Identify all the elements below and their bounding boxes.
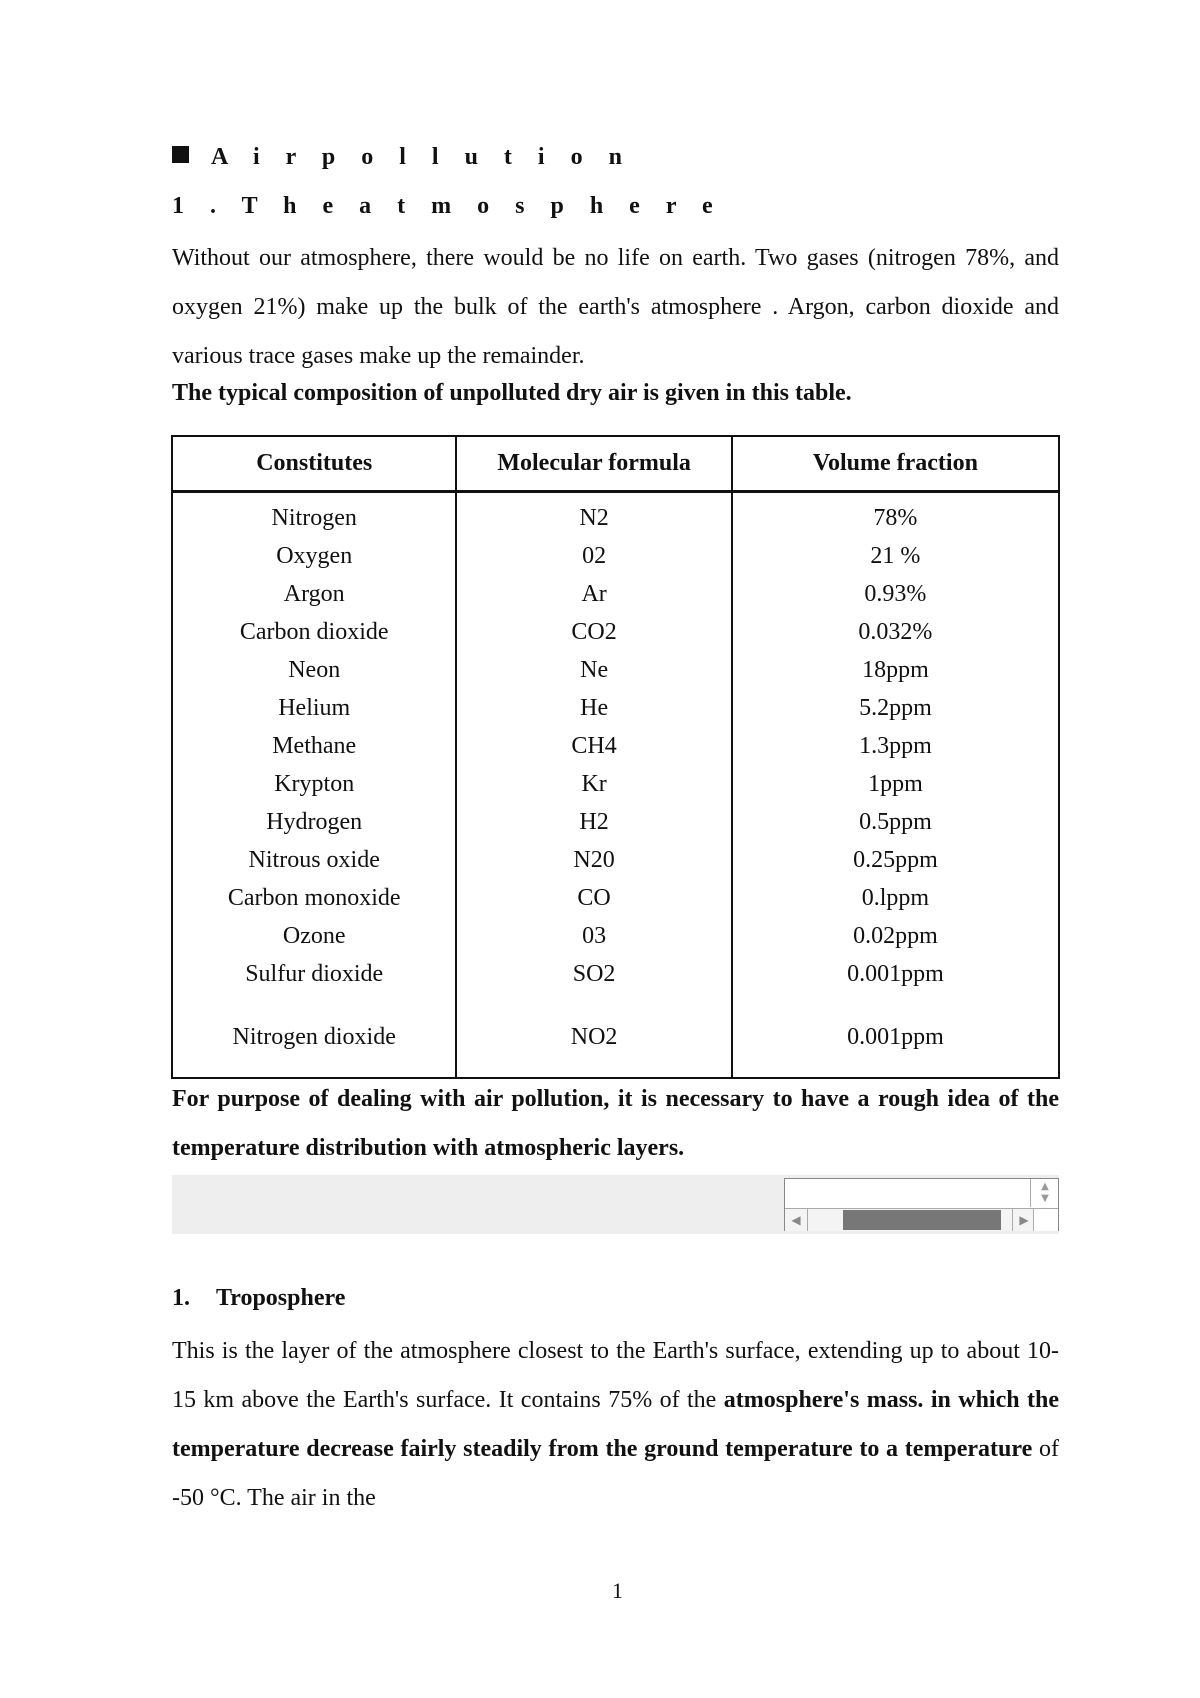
cell-formula: Ar xyxy=(456,575,731,613)
cell-formula: Ne xyxy=(456,651,731,689)
cell-formula: N2 xyxy=(456,492,731,538)
cell-constituent: Carbon dioxide xyxy=(239,618,389,645)
spin-down-icon[interactable]: ▼ xyxy=(1041,1193,1049,1204)
cell-constituent: Sulfur dioxide xyxy=(245,960,384,987)
table-row xyxy=(172,765,1059,803)
square-bullet-icon xyxy=(172,146,189,163)
cell-constituent: Krypton xyxy=(274,770,355,797)
cell-constituent: Carbon monoxide xyxy=(227,884,401,911)
embedded-text-area[interactable] xyxy=(785,1179,1031,1207)
table-row xyxy=(172,651,1059,689)
table-row xyxy=(172,689,1059,727)
cell-formula: NO2 xyxy=(456,993,731,1078)
cell-formula: Kr xyxy=(456,765,731,803)
cell-formula: 02 xyxy=(456,537,731,575)
troposphere-paragraph xyxy=(172,1327,1059,1523)
header-volume-fraction: Volume fraction xyxy=(732,436,1059,492)
cell-fraction: 0.93% xyxy=(732,575,1059,613)
cell-fraction: 0.001ppm xyxy=(732,993,1059,1078)
table-row xyxy=(172,955,1059,993)
table-row xyxy=(172,993,1059,1078)
table-row xyxy=(172,492,1059,538)
table-header-row xyxy=(172,436,1059,492)
cell-formula: N20 xyxy=(456,841,731,879)
header-molecular-formula: Molecular formula xyxy=(456,436,731,492)
cell-constituent: Nitrogen dioxide xyxy=(232,1023,396,1050)
cell-fraction: 18ppm xyxy=(732,651,1059,689)
table-row xyxy=(172,917,1059,955)
scroll-left-icon[interactable]: ◀ xyxy=(785,1209,808,1231)
table-caption: The typical composition of unpolluted dry air is given in this table. xyxy=(172,380,852,406)
cell-formula: H2 xyxy=(456,803,731,841)
cell-fraction: 1ppm xyxy=(732,765,1059,803)
cell-constituent: Hydrogen xyxy=(266,808,363,835)
troposphere-text-tail: of -50 °C. The air in the xyxy=(172,1436,1059,1511)
cell-fraction: 1.3ppm xyxy=(732,727,1059,765)
cell-constituent: Nitrogen xyxy=(271,504,357,531)
troposphere-heading xyxy=(172,1285,345,1312)
scroll-right-icon[interactable]: ▶ xyxy=(1012,1209,1035,1231)
table-row xyxy=(172,841,1059,879)
table-row xyxy=(172,613,1059,651)
embedded-textbox-control[interactable] xyxy=(784,1178,1059,1231)
section-heading-atmosphere: 1 . T h e a t m o s p h e r e xyxy=(172,193,723,219)
cell-formula: CO2 xyxy=(456,613,731,651)
cell-formula: CO xyxy=(456,879,731,917)
section-title: Troposphere xyxy=(216,1285,346,1311)
document-title xyxy=(172,144,632,171)
cell-fraction: 0.lppm xyxy=(732,879,1059,917)
section-number: 1. xyxy=(172,1285,190,1311)
temperature-note-paragraph: For purpose of dealing with air pollution, it is necessary to have a rough idea of the temperature distribution with atmospheric layers. xyxy=(172,1086,1059,1161)
title-text: A i r p o l l u t i o n xyxy=(211,144,632,170)
cell-fraction: 0.032% xyxy=(732,613,1059,651)
cell-formula: 03 xyxy=(456,917,731,955)
table-row xyxy=(172,727,1059,765)
cell-fraction: 78% xyxy=(732,492,1059,538)
troposphere-text-plain: This is the layer of the atmosphere closest to the Earth's surface, extending up to about 10-15 km above the Earth's surface. It contains 75% of the xyxy=(172,1338,1059,1413)
table-row xyxy=(172,537,1059,575)
cell-fraction: 0.25ppm xyxy=(732,841,1059,879)
cell-constituent: Ozone xyxy=(282,922,346,949)
spin-up-icon[interactable]: ▲ xyxy=(1041,1181,1049,1192)
cell-constituent: Neon xyxy=(288,656,341,683)
troposphere-text-bold: atmosphere's mass. in which the temperature decrease fairly steadily from the ground temperature to a temperature xyxy=(172,1387,1060,1462)
header-constitutes: Constitutes xyxy=(172,436,456,492)
cell-fraction: 0.001ppm xyxy=(732,955,1059,993)
intro-paragraph: Without our atmosphere, there would be no life on earth. Two gases (nitrogen 78%, and oxygen 21%) make up the bulk of the earth's atmosphere . Argon, carbon dioxide and various trace gases make up the remainder. xyxy=(172,245,1059,369)
cell-fraction: 5.2ppm xyxy=(732,689,1059,727)
table-row xyxy=(172,879,1059,917)
horizontal-scrollbar[interactable] xyxy=(785,1208,1035,1231)
scroll-thumb[interactable] xyxy=(843,1210,1001,1230)
cell-fraction: 0.02ppm xyxy=(732,917,1059,955)
cell-constituent: Oxygen xyxy=(276,542,353,569)
cell-constituent: Argon xyxy=(283,580,345,607)
scrollbar-corner xyxy=(1033,1208,1058,1231)
cell-formula: CH4 xyxy=(456,727,731,765)
cell-formula: SO2 xyxy=(456,955,731,993)
cell-fraction: 0.5ppm xyxy=(732,803,1059,841)
cell-constituent: Methane xyxy=(272,732,357,759)
cell-constituent: Nitrous oxide xyxy=(248,846,380,873)
table-row xyxy=(172,575,1059,613)
cell-constituent: Helium xyxy=(278,694,351,721)
cell-formula: He xyxy=(456,689,731,727)
table-row xyxy=(172,803,1059,841)
composition-table xyxy=(171,435,1060,1079)
page-number: 1 xyxy=(612,1578,623,1603)
cell-fraction: 21 % xyxy=(732,537,1059,575)
